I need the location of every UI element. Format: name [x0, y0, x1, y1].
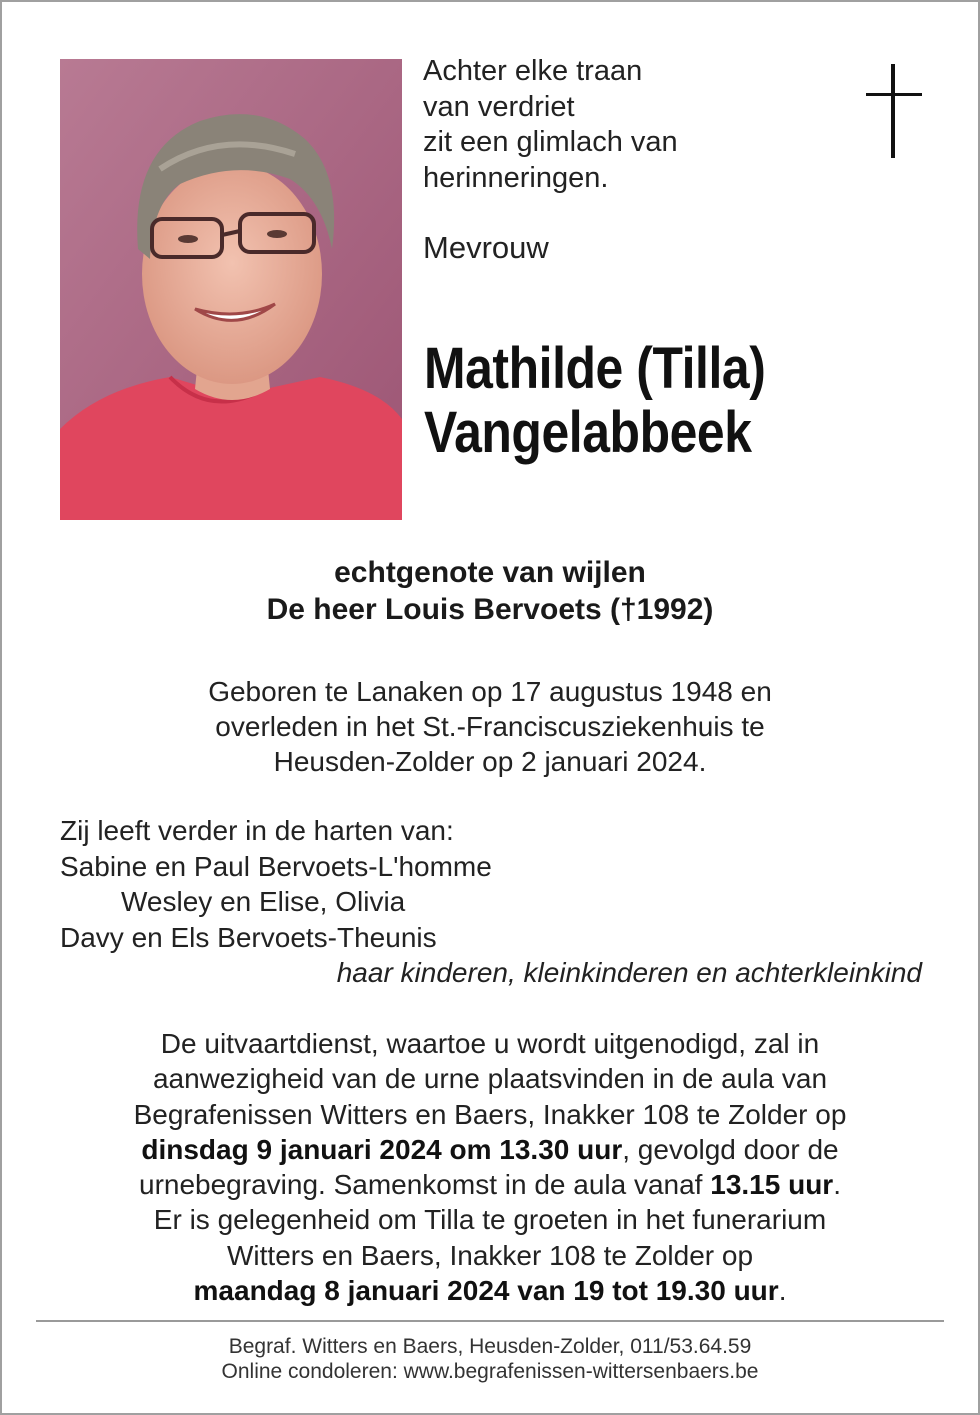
service-text: urnebegraving. Samenkomst in de aula vanaf	[139, 1169, 711, 1201]
birth-death-line: overleden in het St.-Franciscusziekenhuis te	[215, 711, 765, 742]
visitation-date: maandag 8 januari 2024 van 19 tot 19.30 uur	[193, 1275, 779, 1307]
poem-line: Achter elke traan	[423, 55, 643, 87]
deceased-name	[424, 337, 765, 465]
family-list	[60, 813, 922, 991]
family-member: Sabine en Paul Bervoets-L'homme	[60, 850, 492, 882]
spouse-name: De heer Louis Bervoets (†1992)	[266, 593, 714, 626]
service-line: aanwezigheid van de urne plaatsvinden in de aula van	[152, 1063, 828, 1095]
family-member: Davy en Els Bervoets-Theunis	[60, 921, 437, 953]
service-line: Begrafenissen Witters en Baers, Inakker 108 te Zolder op	[133, 1098, 847, 1130]
portrait-illustration	[60, 59, 402, 520]
poem	[423, 54, 678, 196]
deceased-first-name: Mathilde (Tilla)	[424, 336, 766, 401]
funeral-home-contact: Begraf. Witters en Baers, Heusden-Zolder, 011/53.64.59	[228, 1335, 752, 1358]
gathering-time: 13.15 uur	[710, 1169, 834, 1201]
family-intro: Zij leeft verder in de harten van:	[60, 815, 454, 846]
service-line: De uitvaartdienst, waartoe u wordt uitgenodigd, zal in	[160, 1028, 820, 1059]
poem-line: van verdriet	[423, 90, 575, 123]
service-line	[0, 1132, 980, 1167]
service-line	[0, 1273, 980, 1308]
footer	[0, 1334, 980, 1384]
service-line: Witters en Baers, Inakker 108 te Zolder op	[226, 1239, 754, 1271]
family-member: Wesley en Elise, Olivia	[121, 886, 406, 917]
service-line	[0, 1167, 980, 1202]
condolence-website: Online condoleren: www.begrafenissen-wittersenbaers.be	[221, 1360, 759, 1383]
spouse-info	[0, 554, 980, 628]
service-info	[0, 1026, 980, 1308]
salutation: Mevrouw	[423, 230, 549, 265]
cross-icon	[866, 64, 922, 158]
spouse-relation: echtgenote van wijlen	[334, 556, 646, 589]
service-line: Er is gelegenheid om Tilla te groeten in het funerarium	[153, 1204, 827, 1236]
portrait-photo	[60, 59, 402, 520]
birth-death-line: Geboren te Lanaken op 17 augustus 1948 en	[208, 676, 772, 707]
birth-death-info	[0, 674, 980, 779]
service-text: .	[778, 1275, 787, 1307]
divider	[36, 1320, 944, 1322]
service-text: , gevolgd door de	[622, 1133, 839, 1165]
family-relation: haar kinderen, kleinkinderen en achterkleinkind	[336, 957, 922, 988]
deceased-last-name: Vangelabbeek	[424, 400, 752, 465]
service-text: .	[833, 1169, 841, 1201]
poem-line: herinneringen.	[423, 161, 609, 194]
poem-line: zit een glimlach van	[423, 126, 678, 158]
service-date: dinsdag 9 januari 2024 om 13.30 uur	[141, 1133, 623, 1165]
birth-death-line: Heusden-Zolder op 2 januari 2024.	[273, 746, 707, 777]
